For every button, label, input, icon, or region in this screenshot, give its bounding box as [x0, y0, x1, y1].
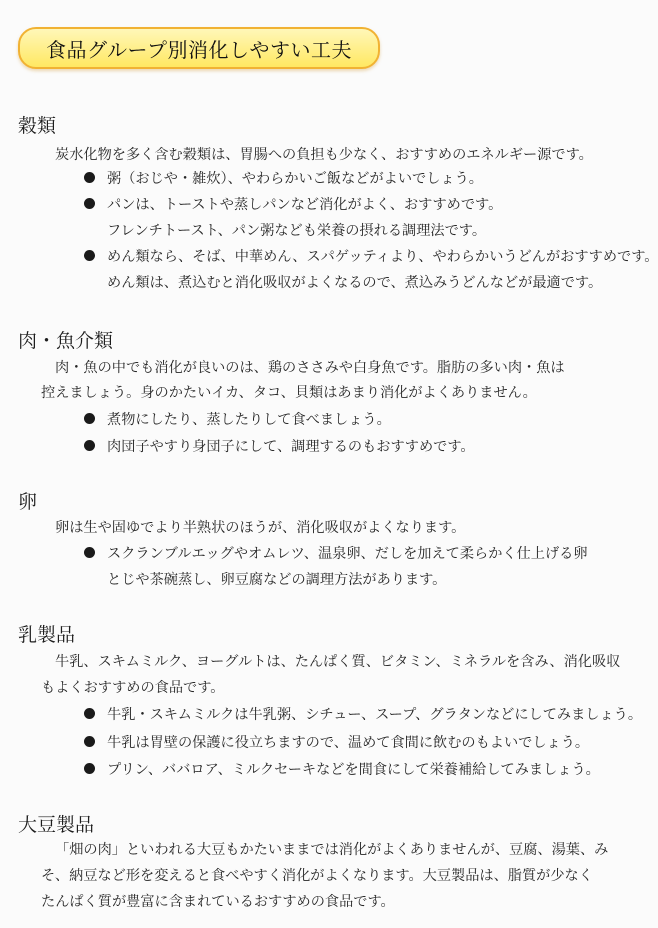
egg-intro: 卵は生や固ゆでより半熟状のほうが、消化吸収がよくなります。: [55, 520, 466, 536]
meat-fish-intro-line-2: 控えましょう。身のかたいイカ、タコ、貝類はあまり消化がよくありません。: [41, 385, 537, 401]
egg-bullet-1-line-2: とじや茶碗蒸し、卵豆腐などの調理方法があります。: [107, 572, 447, 588]
grains-bullet-3-line-2: めん類は、煮込むと消化吸収がよくなるので、煮込みうどんなどが最適です。: [107, 275, 603, 291]
section-heading-dairy: 乳製品: [18, 624, 76, 646]
bullet-icon: [84, 547, 95, 558]
section-heading-soy: 大豆製品: [18, 814, 95, 836]
section-heading-egg: 卵: [18, 491, 38, 513]
bullet-icon: [84, 708, 95, 719]
section-heading-grains: 穀類: [18, 115, 57, 137]
bullet-icon: [84, 440, 95, 451]
bullet-icon: [84, 736, 95, 747]
soy-intro-line-2: そ、納豆など形を変えると食べやすく消化がよくなります。大豆製品は、脂質が少なく: [41, 868, 593, 884]
meat-fish-intro-line-1: 肉・魚の中でも消化が良いのは、鶏のささみや白身魚です。脂肪の多い肉・魚は: [55, 360, 565, 376]
bullet-icon: [84, 198, 95, 209]
bullet-icon: [84, 250, 95, 261]
soy-intro-line-3: たんぱく質が豊富に含まれているおすすめの食品です。: [41, 894, 395, 910]
bullet-icon: [84, 763, 95, 774]
section-heading-meat-fish: 肉・魚介類: [18, 330, 114, 352]
title-banner: [18, 27, 380, 69]
bullet-icon: [84, 413, 95, 424]
dairy-intro-line-1: 牛乳、スキムミルク、ヨーグルトは、たんぱく質、ビタミン、ミネラルを含み、消化吸収: [55, 654, 621, 670]
grains-bullet-2-line-1: パンは、トーストや蒸しパンなど消化がよく、おすすめです。: [107, 197, 503, 213]
page-title: 食品グループ別消化しやすい工夫: [46, 37, 352, 62]
grains-bullet-2-line-2: フレンチトースト、パン粥なども栄養の摂れる調理法です。: [107, 223, 487, 239]
grains-bullet-3-line-1: めん類なら、そば、中華めん、スパゲッティより、やわらかいうどんがおすすめです。: [107, 249, 658, 265]
grains-bullet-1: 粥（おじや・雑炊）、やわらかいご飯などがよいでしょう。: [107, 171, 483, 187]
meat-fish-bullet-1: 煮物にしたり、蒸したりして食べましょう。: [107, 412, 391, 428]
dairy-intro-line-2: もよくおすすめの食品です。: [41, 680, 225, 696]
dairy-bullet-2: 牛乳は胃壁の保護に役立ちますので、温めて食間に飲むのもよいでしょう。: [107, 735, 590, 751]
dairy-bullet-3: プリン、ババロア、ミルクセーキなどを間食にして栄養補給してみましょう。: [107, 762, 600, 778]
soy-intro-line-1: 「畑の肉」といわれる大豆もかたいままでは消化がよくありませんが、豆腐、湯葉、み: [55, 842, 609, 858]
meat-fish-bullet-2: 肉団子やすり身団子にして、調理するのもおすすめです。: [107, 439, 475, 455]
grains-intro: 炭水化物を多く含む穀類は、胃腸への負担も少なく、おすすめのエネルギー源です。: [55, 147, 593, 163]
dairy-bullet-1: 牛乳・スキムミルクは牛乳粥、シチュー、スープ、グラタンなどにしてみましょう。: [107, 707, 643, 723]
egg-bullet-1-line-1: スクランブルエッグやオムレツ、温泉卵、だしを加えて柔らかく仕上げる卵: [107, 546, 588, 562]
bullet-icon: [84, 172, 95, 183]
